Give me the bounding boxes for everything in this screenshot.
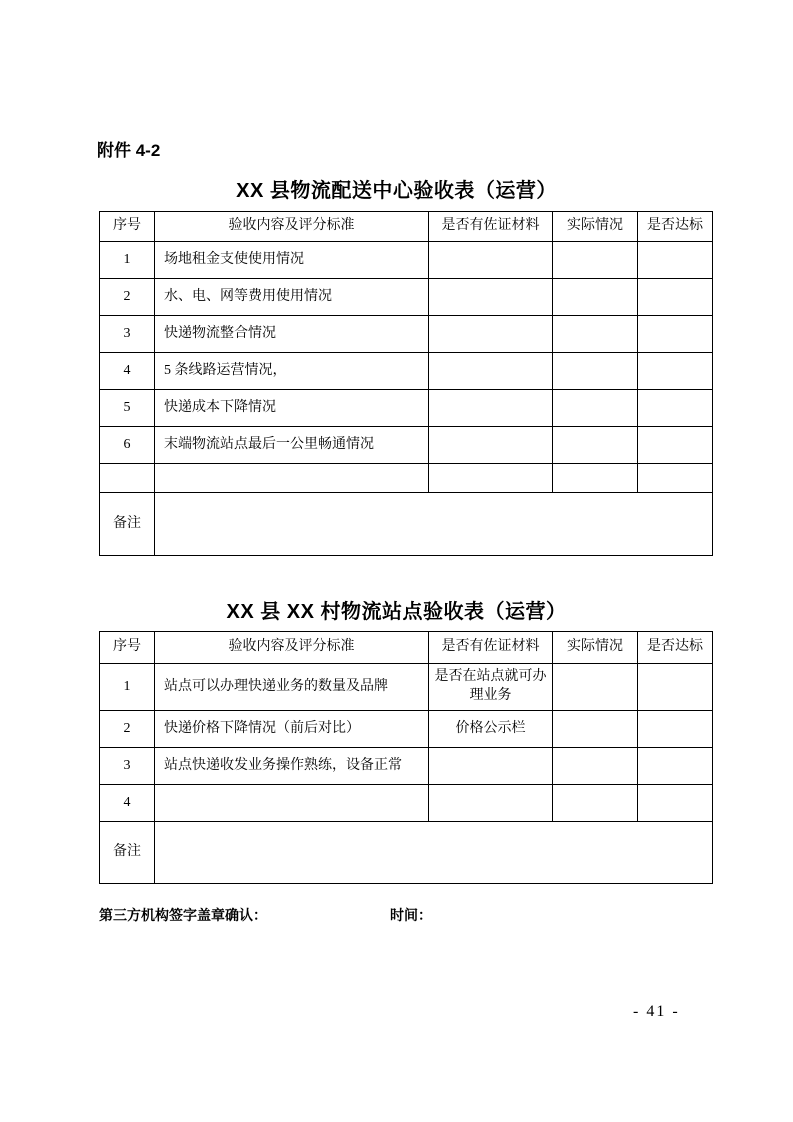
remark-row — [100, 822, 713, 884]
table2 — [99, 631, 713, 884]
actual-cell — [553, 785, 638, 822]
content-cell: 场地租金支使使用情况 — [155, 242, 429, 279]
header-cell-no: 序号 — [100, 632, 155, 664]
header-cell-met: 是否达标 — [638, 212, 713, 242]
table-row — [100, 353, 713, 390]
evidence-cell — [429, 785, 553, 822]
actual-cell — [553, 353, 638, 390]
confirm-label: 第三方机构签字盖章确认： — [99, 907, 267, 923]
header-cell-evidence: 是否有佐证材料 — [429, 632, 553, 664]
met-cell — [638, 279, 713, 316]
evidence-cell — [429, 464, 553, 493]
content-cell: 快递价格下降情况（前后对比） — [155, 711, 429, 748]
met-cell — [638, 711, 713, 748]
met-cell — [638, 353, 713, 390]
actual-cell — [553, 711, 638, 748]
table-row — [100, 664, 713, 711]
remark-row — [100, 493, 713, 556]
met-cell — [638, 748, 713, 785]
actual-cell — [553, 390, 638, 427]
content-cell: 末端物流站点最后一公里畅通情况 — [155, 427, 429, 464]
met-cell — [638, 242, 713, 279]
evidence-cell — [429, 427, 553, 464]
table-row — [100, 785, 713, 822]
content-cell: 水、电、网等费用使用情况 — [155, 279, 429, 316]
row-number-cell: 5 — [100, 390, 155, 427]
evidence-cell: 价格公示栏 — [429, 711, 553, 748]
met-cell — [638, 427, 713, 464]
evidence-cell — [429, 279, 553, 316]
content-cell: 站点可以办理快递业务的数量及品牌 — [155, 664, 429, 711]
content-cell: 站点快递收发业务操作熟练，设备正常 — [155, 748, 429, 785]
table1-title: XX 县物流配送中心验收表（运营） — [236, 180, 557, 202]
evidence-cell: 是否在站点就可办理业务 — [429, 664, 553, 711]
actual-cell — [553, 748, 638, 785]
met-cell — [638, 664, 713, 711]
content-cell: 5 条线路运营情况， — [155, 353, 429, 390]
remark-content-cell — [155, 822, 713, 884]
actual-cell — [553, 664, 638, 711]
actual-cell — [553, 316, 638, 353]
header-cell-no: 序号 — [100, 212, 155, 242]
evidence-cell — [429, 748, 553, 785]
met-cell — [638, 785, 713, 822]
evidence-cell — [429, 242, 553, 279]
header-cell-evidence: 是否有佐证材料 — [429, 212, 553, 242]
row-number-cell: 4 — [100, 785, 155, 822]
actual-cell — [553, 279, 638, 316]
evidence-cell — [429, 353, 553, 390]
row-number-cell: 4 — [100, 353, 155, 390]
header-cell-content: 验收内容及评分标准 — [155, 212, 429, 242]
table-row — [100, 748, 713, 785]
met-cell — [638, 316, 713, 353]
table1 — [99, 211, 713, 556]
table-row — [100, 316, 713, 353]
actual-cell — [553, 242, 638, 279]
table-row — [100, 279, 713, 316]
remark-content-cell — [155, 493, 713, 556]
page-number: - 41 - — [633, 1003, 680, 1020]
table-row-empty — [100, 464, 713, 493]
content-cell — [155, 785, 429, 822]
content-cell: 快递成本下降情况 — [155, 390, 429, 427]
row-number-cell: 6 — [100, 427, 155, 464]
actual-cell — [553, 464, 638, 493]
row-number-cell: 2 — [100, 711, 155, 748]
row-number-cell — [100, 464, 155, 493]
table-row — [100, 711, 713, 748]
actual-cell — [553, 427, 638, 464]
row-number-cell: 2 — [100, 279, 155, 316]
remark-label-cell: 备注 — [100, 822, 155, 884]
evidence-cell — [429, 316, 553, 353]
table1-header-row — [100, 212, 713, 242]
row-number-cell: 3 — [100, 748, 155, 785]
evidence-cell — [429, 390, 553, 427]
met-cell — [638, 390, 713, 427]
met-cell — [638, 464, 713, 493]
attachment-label: 附件 4-2 — [97, 141, 161, 160]
table-row — [100, 390, 713, 427]
header-cell-content: 验收内容及评分标准 — [155, 632, 429, 664]
row-number-cell: 1 — [100, 242, 155, 279]
table2-title: XX 县 XX 村物流站点验收表（运营） — [226, 601, 567, 623]
table-row — [100, 427, 713, 464]
remark-label-cell: 备注 — [100, 493, 155, 556]
content-cell: 快递物流整合情况 — [155, 316, 429, 353]
header-cell-met: 是否达标 — [638, 632, 713, 664]
header-cell-actual: 实际情况 — [553, 632, 638, 664]
table-row — [100, 242, 713, 279]
content-cell — [155, 464, 429, 493]
header-cell-actual: 实际情况 — [553, 212, 638, 242]
time-label: 时间： — [390, 907, 432, 923]
table2-header-row — [100, 632, 713, 664]
row-number-cell: 1 — [100, 664, 155, 711]
row-number-cell: 3 — [100, 316, 155, 353]
